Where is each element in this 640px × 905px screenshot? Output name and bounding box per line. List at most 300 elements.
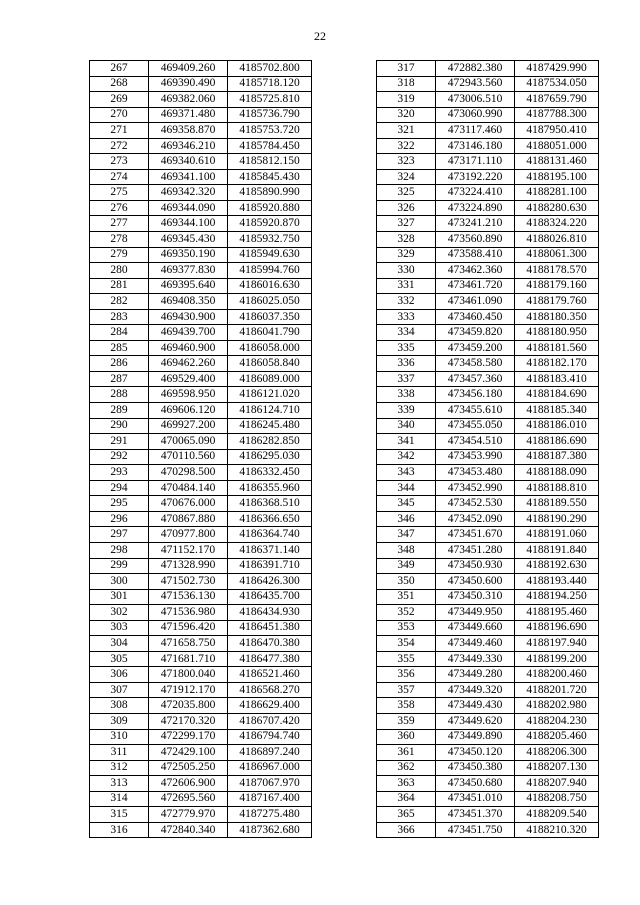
x-coordinate-cell: 471596.420 — [149, 620, 228, 636]
y-coordinate-cell: 4186037.350 — [228, 309, 312, 325]
y-coordinate-cell: 4186477.380 — [228, 651, 312, 667]
table-row — [90, 356, 312, 372]
x-coordinate-cell: 473588.410 — [436, 247, 515, 263]
y-coordinate-cell: 4187950.410 — [515, 123, 599, 139]
table-row — [377, 387, 599, 403]
table-row — [377, 325, 599, 341]
point-number-cell: 311 — [90, 745, 149, 761]
point-number-cell: 280 — [90, 263, 149, 279]
x-coordinate-cell: 473060.990 — [436, 107, 515, 123]
point-number-cell: 272 — [90, 138, 149, 154]
x-coordinate-cell: 473449.280 — [436, 667, 515, 683]
y-coordinate-cell: 4188179.160 — [515, 278, 599, 294]
y-coordinate-cell: 4188281.100 — [515, 185, 599, 201]
table-row — [377, 278, 599, 294]
table-row — [377, 511, 599, 527]
x-coordinate-cell: 473449.660 — [436, 620, 515, 636]
y-coordinate-cell: 4186295.030 — [228, 449, 312, 465]
x-coordinate-cell: 470867.880 — [149, 511, 228, 527]
table-row — [377, 745, 599, 761]
y-coordinate-cell: 4188207.940 — [515, 776, 599, 792]
y-coordinate-cell: 4188184.690 — [515, 387, 599, 403]
y-coordinate-cell: 4186041.790 — [228, 325, 312, 341]
y-coordinate-cell: 4186426.300 — [228, 574, 312, 590]
x-coordinate-cell: 473453.990 — [436, 449, 515, 465]
point-number-cell: 341 — [377, 434, 436, 450]
x-coordinate-cell: 472606.900 — [149, 776, 228, 792]
table-row — [90, 449, 312, 465]
y-coordinate-cell: 4186282.850 — [228, 434, 312, 450]
table-row — [90, 729, 312, 745]
x-coordinate-cell: 472840.340 — [149, 822, 228, 838]
x-coordinate-cell: 472779.970 — [149, 807, 228, 823]
point-number-cell: 336 — [377, 356, 436, 372]
table-row — [377, 123, 599, 139]
point-number-cell: 346 — [377, 511, 436, 527]
y-coordinate-cell: 4187167.400 — [228, 791, 312, 807]
point-number-cell: 304 — [90, 636, 149, 652]
point-number-cell: 283 — [90, 309, 149, 325]
y-coordinate-cell: 4186794.740 — [228, 729, 312, 745]
table-row — [90, 138, 312, 154]
x-coordinate-cell: 473460.450 — [436, 309, 515, 325]
table-row — [377, 356, 599, 372]
table-row — [90, 263, 312, 279]
y-coordinate-cell: 4186470.380 — [228, 636, 312, 652]
point-number-cell: 289 — [90, 403, 149, 419]
y-coordinate-cell: 4185932.750 — [228, 232, 312, 248]
y-coordinate-cell: 4188131.460 — [515, 154, 599, 170]
x-coordinate-cell: 473451.010 — [436, 791, 515, 807]
y-coordinate-cell: 4185784.450 — [228, 138, 312, 154]
point-number-cell: 349 — [377, 558, 436, 574]
table-row — [377, 449, 599, 465]
point-number-cell: 278 — [90, 232, 149, 248]
x-coordinate-cell: 469927.200 — [149, 418, 228, 434]
y-coordinate-cell: 4187429.990 — [515, 61, 599, 77]
table-row — [377, 822, 599, 838]
y-coordinate-cell: 4188061.300 — [515, 247, 599, 263]
x-coordinate-cell: 470977.800 — [149, 527, 228, 543]
table-row — [377, 542, 599, 558]
y-coordinate-cell: 4188178.570 — [515, 263, 599, 279]
table-row — [90, 667, 312, 683]
point-number-cell: 350 — [377, 574, 436, 590]
y-coordinate-cell: 4188183.410 — [515, 371, 599, 387]
table-row — [377, 294, 599, 310]
table-row — [90, 807, 312, 823]
point-number-cell: 271 — [90, 123, 149, 139]
table-row — [90, 713, 312, 729]
x-coordinate-cell: 469342.320 — [149, 185, 228, 201]
point-number-cell: 324 — [377, 169, 436, 185]
y-coordinate-cell: 4188192.630 — [515, 558, 599, 574]
table-row — [90, 403, 312, 419]
y-coordinate-cell: 4188026.810 — [515, 232, 599, 248]
page-number: 22 — [314, 29, 326, 43]
point-number-cell: 279 — [90, 247, 149, 263]
point-number-cell: 357 — [377, 682, 436, 698]
x-coordinate-cell: 473451.670 — [436, 527, 515, 543]
x-coordinate-cell: 473449.320 — [436, 682, 515, 698]
point-number-cell: 301 — [90, 589, 149, 605]
table-row — [377, 216, 599, 232]
point-number-cell: 323 — [377, 154, 436, 170]
table-row — [377, 232, 599, 248]
x-coordinate-cell: 473006.510 — [436, 92, 515, 108]
point-number-cell: 274 — [90, 169, 149, 185]
table-row — [377, 480, 599, 496]
y-coordinate-cell: 4185890.990 — [228, 185, 312, 201]
x-coordinate-cell: 471152.170 — [149, 542, 228, 558]
x-coordinate-cell: 473192.220 — [436, 169, 515, 185]
x-coordinate-cell: 472882.380 — [436, 61, 515, 77]
point-number-cell: 354 — [377, 636, 436, 652]
point-number-cell: 331 — [377, 278, 436, 294]
y-coordinate-cell: 4188186.010 — [515, 418, 599, 434]
table-row — [377, 729, 599, 745]
table-row — [90, 465, 312, 481]
y-coordinate-cell: 4185736.790 — [228, 107, 312, 123]
y-coordinate-cell: 4186368.510 — [228, 496, 312, 512]
y-coordinate-cell: 4188197.940 — [515, 636, 599, 652]
point-number-cell: 285 — [90, 340, 149, 356]
y-coordinate-cell: 4186016.630 — [228, 278, 312, 294]
table-row — [377, 620, 599, 636]
x-coordinate-cell: 473457.360 — [436, 371, 515, 387]
point-number-cell: 303 — [90, 620, 149, 636]
x-coordinate-cell: 472035.800 — [149, 698, 228, 714]
table-row — [377, 605, 599, 621]
table-row — [377, 371, 599, 387]
y-coordinate-cell: 4186451.380 — [228, 620, 312, 636]
y-coordinate-cell: 4186121.020 — [228, 387, 312, 403]
table-row — [90, 745, 312, 761]
table-row — [377, 169, 599, 185]
point-number-cell: 363 — [377, 776, 436, 792]
x-coordinate-cell: 471536.980 — [149, 605, 228, 621]
x-coordinate-cell: 472170.320 — [149, 713, 228, 729]
x-coordinate-cell: 473451.750 — [436, 822, 515, 838]
table-row — [90, 76, 312, 92]
table-row — [377, 200, 599, 216]
point-number-cell: 313 — [90, 776, 149, 792]
table-row — [377, 154, 599, 170]
point-number-cell: 295 — [90, 496, 149, 512]
x-coordinate-cell: 470065.090 — [149, 434, 228, 450]
x-coordinate-cell: 473452.530 — [436, 496, 515, 512]
y-coordinate-cell: 4188180.950 — [515, 325, 599, 341]
table-row — [377, 776, 599, 792]
y-coordinate-cell: 4188179.760 — [515, 294, 599, 310]
point-number-cell: 310 — [90, 729, 149, 745]
x-coordinate-cell: 471502.730 — [149, 574, 228, 590]
table-row — [377, 465, 599, 481]
table-row — [377, 263, 599, 279]
table-row — [90, 294, 312, 310]
y-coordinate-cell: 4188205.460 — [515, 729, 599, 745]
x-coordinate-cell: 469358.870 — [149, 123, 228, 139]
x-coordinate-cell: 469606.120 — [149, 403, 228, 419]
point-number-cell: 306 — [90, 667, 149, 683]
x-coordinate-cell: 473224.890 — [436, 200, 515, 216]
y-coordinate-cell: 4188210.320 — [515, 822, 599, 838]
y-coordinate-cell: 4188204.230 — [515, 713, 599, 729]
table-row — [90, 480, 312, 496]
x-coordinate-cell: 473450.680 — [436, 776, 515, 792]
y-coordinate-cell: 4186058.000 — [228, 340, 312, 356]
table-row — [90, 698, 312, 714]
table-row — [377, 309, 599, 325]
table-row — [90, 309, 312, 325]
point-number-cell: 315 — [90, 807, 149, 823]
x-coordinate-cell: 473450.600 — [436, 574, 515, 590]
table-row — [90, 605, 312, 621]
table-row — [90, 760, 312, 776]
y-coordinate-cell: 4188193.440 — [515, 574, 599, 590]
y-coordinate-cell: 4188200.460 — [515, 667, 599, 683]
point-number-cell: 281 — [90, 278, 149, 294]
point-number-cell: 327 — [377, 216, 436, 232]
x-coordinate-cell: 471681.710 — [149, 651, 228, 667]
y-coordinate-cell: 4188207.130 — [515, 760, 599, 776]
table-row — [90, 340, 312, 356]
point-number-cell: 325 — [377, 185, 436, 201]
x-coordinate-cell: 469462.260 — [149, 356, 228, 372]
table-row — [377, 682, 599, 698]
x-coordinate-cell: 472505.250 — [149, 760, 228, 776]
point-number-cell: 282 — [90, 294, 149, 310]
y-coordinate-cell: 4186568.270 — [228, 682, 312, 698]
x-coordinate-cell: 473453.480 — [436, 465, 515, 481]
x-coordinate-cell: 469460.900 — [149, 340, 228, 356]
y-coordinate-cell: 4186364.740 — [228, 527, 312, 543]
point-number-cell: 356 — [377, 667, 436, 683]
y-coordinate-cell: 4188191.060 — [515, 527, 599, 543]
table-row — [90, 527, 312, 543]
x-coordinate-cell: 470110.560 — [149, 449, 228, 465]
table-row — [90, 682, 312, 698]
y-coordinate-cell: 4188182.170 — [515, 356, 599, 372]
point-number-cell: 320 — [377, 107, 436, 123]
table-row — [90, 542, 312, 558]
table-row — [90, 123, 312, 139]
x-coordinate-cell: 469371.480 — [149, 107, 228, 123]
x-coordinate-cell: 469382.060 — [149, 92, 228, 108]
y-coordinate-cell: 4188185.340 — [515, 403, 599, 419]
point-number-cell: 305 — [90, 651, 149, 667]
y-coordinate-cell: 4188195.460 — [515, 605, 599, 621]
point-number-cell: 321 — [377, 123, 436, 139]
table-row — [90, 92, 312, 108]
x-coordinate-cell: 469346.210 — [149, 138, 228, 154]
table-row — [90, 434, 312, 450]
y-coordinate-cell: 4186434.930 — [228, 605, 312, 621]
x-coordinate-cell: 471658.750 — [149, 636, 228, 652]
point-number-cell: 333 — [377, 309, 436, 325]
point-number-cell: 343 — [377, 465, 436, 481]
y-coordinate-cell: 4188194.250 — [515, 589, 599, 605]
x-coordinate-cell: 473241.210 — [436, 216, 515, 232]
point-number-cell: 292 — [90, 449, 149, 465]
x-coordinate-cell: 473146.180 — [436, 138, 515, 154]
y-coordinate-cell: 4186025.050 — [228, 294, 312, 310]
point-number-cell: 330 — [377, 263, 436, 279]
x-coordinate-cell: 472695.560 — [149, 791, 228, 807]
y-coordinate-cell: 4186366.650 — [228, 511, 312, 527]
table-row — [90, 200, 312, 216]
table-row — [90, 620, 312, 636]
table-row — [377, 418, 599, 434]
y-coordinate-cell: 4185702.800 — [228, 61, 312, 77]
point-number-cell: 309 — [90, 713, 149, 729]
y-coordinate-cell: 4188181.560 — [515, 340, 599, 356]
x-coordinate-cell: 469341.100 — [149, 169, 228, 185]
table-row — [90, 371, 312, 387]
table-row — [90, 325, 312, 341]
y-coordinate-cell: 4186391.710 — [228, 558, 312, 574]
y-coordinate-cell: 4186355.960 — [228, 480, 312, 496]
y-coordinate-cell: 4185812.150 — [228, 154, 312, 170]
point-number-cell: 342 — [377, 449, 436, 465]
y-coordinate-cell: 4188195.100 — [515, 169, 599, 185]
x-coordinate-cell: 469345.430 — [149, 232, 228, 248]
point-number-cell: 337 — [377, 371, 436, 387]
point-number-cell: 314 — [90, 791, 149, 807]
point-number-cell: 273 — [90, 154, 149, 170]
point-number-cell: 365 — [377, 807, 436, 823]
x-coordinate-cell: 473458.580 — [436, 356, 515, 372]
point-number-cell: 361 — [377, 745, 436, 761]
y-coordinate-cell: 4185920.870 — [228, 216, 312, 232]
x-coordinate-cell: 471328.990 — [149, 558, 228, 574]
y-coordinate-cell: 4187362.680 — [228, 822, 312, 838]
table-row — [377, 76, 599, 92]
y-coordinate-cell: 4188201.720 — [515, 682, 599, 698]
x-coordinate-cell: 469430.900 — [149, 309, 228, 325]
y-coordinate-cell: 4187067.970 — [228, 776, 312, 792]
point-number-cell: 300 — [90, 574, 149, 590]
point-number-cell: 268 — [90, 76, 149, 92]
table-row — [377, 496, 599, 512]
x-coordinate-cell: 473459.200 — [436, 340, 515, 356]
point-number-cell: 288 — [90, 387, 149, 403]
table-row — [90, 636, 312, 652]
table-row — [90, 558, 312, 574]
point-number-cell: 299 — [90, 558, 149, 574]
point-number-cell: 344 — [377, 480, 436, 496]
point-number-cell: 270 — [90, 107, 149, 123]
table-row — [377, 713, 599, 729]
x-coordinate-cell: 473462.360 — [436, 263, 515, 279]
x-coordinate-cell: 473449.430 — [436, 698, 515, 714]
x-coordinate-cell: 470484.140 — [149, 480, 228, 496]
point-number-cell: 296 — [90, 511, 149, 527]
table-row — [90, 185, 312, 201]
x-coordinate-cell: 470298.500 — [149, 465, 228, 481]
table-row — [90, 61, 312, 77]
x-coordinate-cell: 473451.370 — [436, 807, 515, 823]
table-row — [377, 558, 599, 574]
table-row — [90, 589, 312, 605]
y-coordinate-cell: 4186707.420 — [228, 713, 312, 729]
y-coordinate-cell: 4187275.480 — [228, 807, 312, 823]
y-coordinate-cell: 4185949.630 — [228, 247, 312, 263]
table-row — [90, 247, 312, 263]
point-number-cell: 308 — [90, 698, 149, 714]
y-coordinate-cell: 4188191.840 — [515, 542, 599, 558]
y-coordinate-cell: 4186245.480 — [228, 418, 312, 434]
x-coordinate-cell: 473459.820 — [436, 325, 515, 341]
x-coordinate-cell: 473224.410 — [436, 185, 515, 201]
y-coordinate-cell: 4185994.760 — [228, 263, 312, 279]
point-number-cell: 348 — [377, 542, 436, 558]
point-number-cell: 355 — [377, 651, 436, 667]
y-coordinate-cell: 4188280.630 — [515, 200, 599, 216]
point-number-cell: 345 — [377, 496, 436, 512]
table-row — [90, 278, 312, 294]
x-coordinate-cell: 473117.460 — [436, 123, 515, 139]
table-row — [377, 340, 599, 356]
point-number-cell: 347 — [377, 527, 436, 543]
table-row — [377, 651, 599, 667]
coordinates-table-left — [89, 60, 312, 838]
y-coordinate-cell: 4185753.720 — [228, 123, 312, 139]
point-number-cell: 338 — [377, 387, 436, 403]
coordinates-table-right — [376, 60, 599, 838]
y-coordinate-cell: 4188324.220 — [515, 216, 599, 232]
y-coordinate-cell: 4185725.810 — [228, 92, 312, 108]
point-number-cell: 269 — [90, 92, 149, 108]
table-row — [377, 527, 599, 543]
table-row — [377, 667, 599, 683]
x-coordinate-cell: 469340.610 — [149, 154, 228, 170]
table-row — [90, 418, 312, 434]
point-number-cell: 364 — [377, 791, 436, 807]
y-coordinate-cell: 4186089.000 — [228, 371, 312, 387]
x-coordinate-cell: 469598.950 — [149, 387, 228, 403]
x-coordinate-cell: 473455.610 — [436, 403, 515, 419]
point-number-cell: 298 — [90, 542, 149, 558]
point-number-cell: 353 — [377, 620, 436, 636]
table-row — [377, 698, 599, 714]
y-coordinate-cell: 4185920.880 — [228, 200, 312, 216]
point-number-cell: 334 — [377, 325, 436, 341]
point-number-cell: 328 — [377, 232, 436, 248]
x-coordinate-cell: 473171.110 — [436, 154, 515, 170]
x-coordinate-cell: 473449.950 — [436, 605, 515, 621]
x-coordinate-cell: 469529.400 — [149, 371, 228, 387]
y-coordinate-cell: 4187534.050 — [515, 76, 599, 92]
x-coordinate-cell: 473454.510 — [436, 434, 515, 450]
point-number-cell: 294 — [90, 480, 149, 496]
point-number-cell: 276 — [90, 200, 149, 216]
table-row — [90, 169, 312, 185]
point-number-cell: 352 — [377, 605, 436, 621]
x-coordinate-cell: 472429.100 — [149, 745, 228, 761]
point-number-cell: 318 — [377, 76, 436, 92]
x-coordinate-cell: 473560.890 — [436, 232, 515, 248]
table-row — [377, 636, 599, 652]
y-coordinate-cell: 4187659.790 — [515, 92, 599, 108]
x-coordinate-cell: 473452.090 — [436, 511, 515, 527]
point-number-cell: 297 — [90, 527, 149, 543]
table-row — [377, 589, 599, 605]
x-coordinate-cell: 469395.640 — [149, 278, 228, 294]
table-row — [90, 387, 312, 403]
x-coordinate-cell: 473450.380 — [436, 760, 515, 776]
point-number-cell: 293 — [90, 465, 149, 481]
